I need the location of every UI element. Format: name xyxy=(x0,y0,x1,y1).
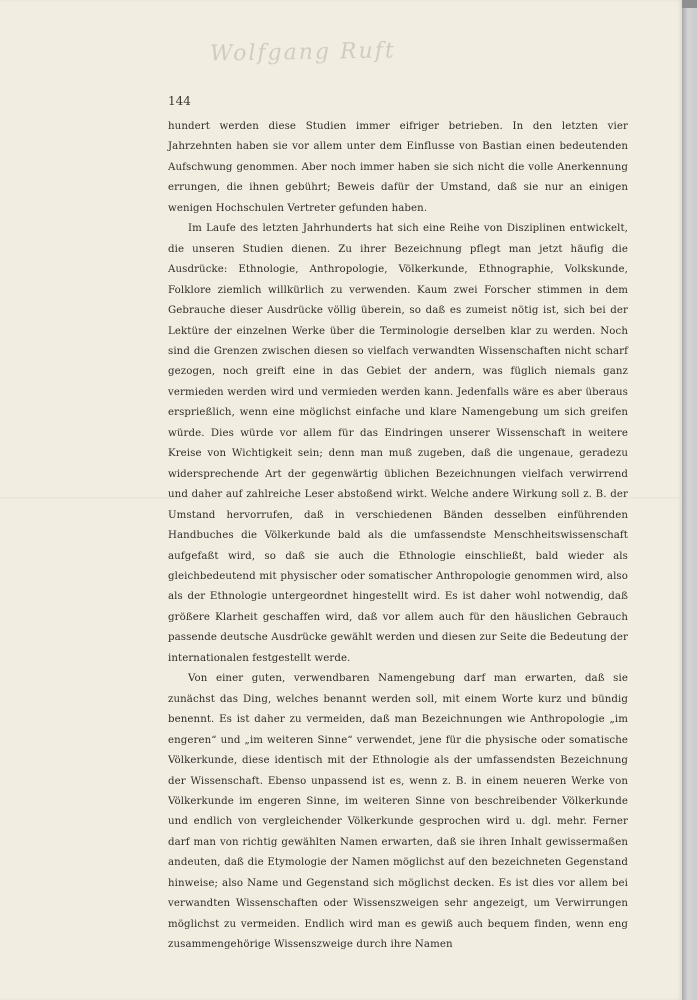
paragraph-2: Im Laufe des letzten Jahrhunderts hat sich eine Reihe von Disziplinen entwickelt, die unseren Studien dienen. Zu ihrer Bezeichnung pflegt man jetzt häufig die Ausdrücke: Ethnologie, Anthropologie, Völkerkunde, Ethnographie, Volkskunde, Folklore ziemlich willkürlich zu verwenden. Kaum zwei Forscher stimmen in dem Gebrauche dieser Ausdrücke völlig überein, so daß es zumeist nötig ist, sich bei der Lektüre der einzelnen Werke über die Terminologie derselben klar zu werden. Noch sind die Grenzen zwischen diesen so vielfach verwandten Wissenschaften nicht scharf gezogen, noch greift eine in das Gebiet der andern, was füglich niemals ganz vermieden werden wird und vermieden werden kann. Jedenfalls wäre es aber überaus ersprießlich, wenn eine möglichst einfache und klare Namengebung um sich greifen würde. Dies würde vor allem für das Eindringen unserer Wissenschaft in weitere Kreise von Wichtigkeit sein; denn man muß zugeben, daß die ungenaue, geradezu widersprechende Art der gegenwärtig üblichen Bezeichnungen vielfach verwirrend und daher auf zahlreiche Leser abstoßend wirkt. Welche andere Wirkung soll z. B. der Umstand hervorrufen, daß in verschiedenen Bänden desselben einführenden Handbuches die Völkerkunde bald als die umfassendste Menschheitswissenschaft aufgefaßt wird, so daß sie auch die Ethnologie einschließt, bald wieder als gleichbedeutend mit physischer oder somatischer Anthropologie genommen wird, also als der Ethnologie untergeordnet hingestellt wird. Es ist daher wohl notwendig, daß größere Klarheit geschaffen wird, daß vor allem auch für den häuslichen Gebrauch passende deutsche Ausdrücke gewählt werden und diesen zur Seite die Bedeutung der internationalen festgestellt werde. xyxy=(168,223,628,664)
page-number: 144 xyxy=(168,94,191,108)
scan-border xyxy=(682,0,697,8)
paragraph-1: hundert werden diese Studien immer eifriger betrieben. In den letzten vier Jahrzehnten haben sie vor allem unter dem Einflusse von Bastian einen bedeutenden Aufschwung genommen. Aber noch immer haben sie sich nicht die volle Anerkennung errungen, die ihnen gebührt; Beweis dafür der Umstand, daß sie nur an einigen wenigen Hochschulen Vertreter gefunden haben. xyxy=(168,121,628,214)
body-text xyxy=(168,117,628,956)
pencil-annotation: Wolfgang Ruft xyxy=(209,38,396,67)
paragraph-3: Von einer guten, verwendbaren Namengebung darf man erwarten, daß sie zunächst das Ding, welches benannt werden soll, mit einem Worte kurz und bündig benennt. Es ist daher zu vermeiden, daß man Bezeichnungen wie Anthropologie „im engeren“ und „im weiteren Sinne“ verwendet, jene für die physische oder somatische Völkerkunde, diese identisch mit der Ethnologie als der umfassendsten Bezeichnung der Wissenschaft. Ebenso unpassend ist es, wenn z. B. in einem neueren Werke von Völkerkunde im engeren Sinne, im weiteren Sinne von beschreibender Völkerkunde und endlich von vergleichender Völkerkunde gesprochen wird u. dgl. mehr. Ferner darf man von richtig gewählten Namen erwarten, daß sie ihren Inhalt gewissermaßen andeuten, daß die Etymologie der Namen möglichst auf den bezeichneten Gegenstand hinweise; also Name und Gegenstand sich möglichst decken. Es ist dies vor allem bei verwandten Wissenschaften oder Wissenszweigen sehr angezeigt, um Verwirrungen möglichst zu vermeiden. Endlich wird man es gewiß auch bequem finden, wenn eng zusammengehörige Wissenszweige durch ihre Namen xyxy=(168,673,628,951)
page-edge-shadow xyxy=(682,0,697,1000)
